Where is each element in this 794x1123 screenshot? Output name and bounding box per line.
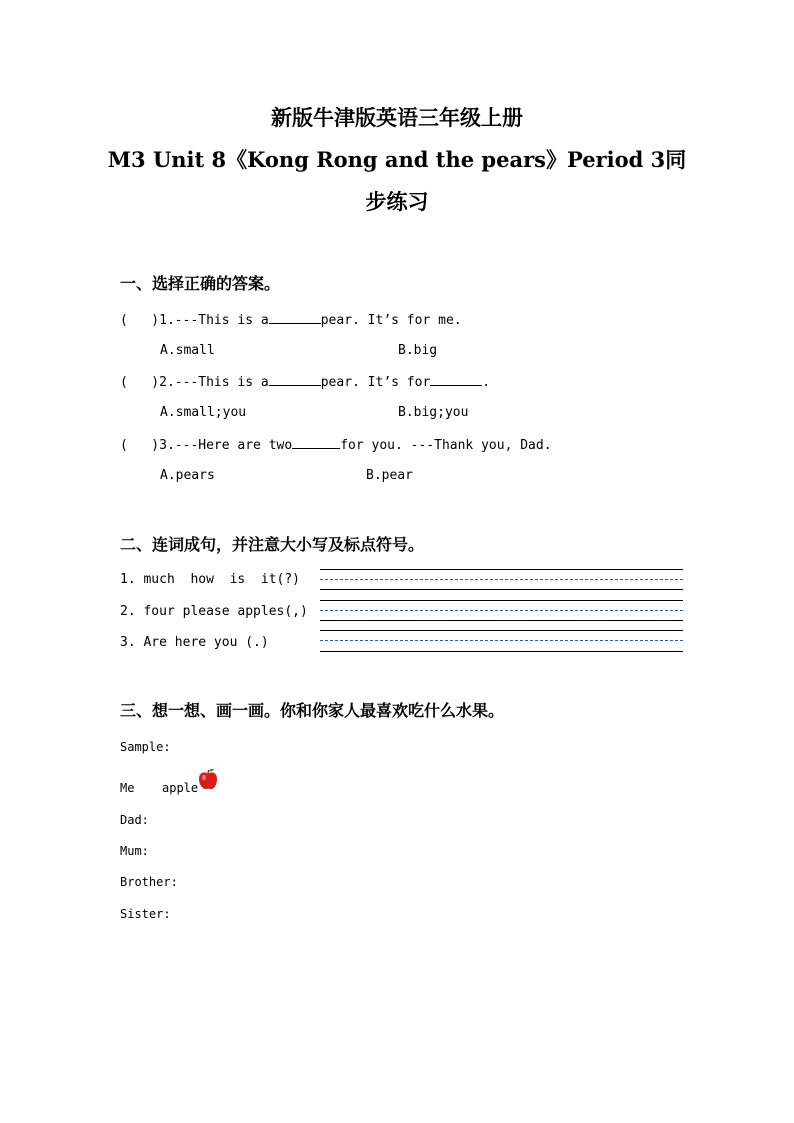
word-order-item-2: 2. four please apples(,) bbox=[120, 604, 308, 619]
writing-guide-line bbox=[320, 579, 683, 580]
section-3-heading: 三、想一想、画一画。你和你家人最喜欢吃什么水果。 bbox=[120, 701, 505, 720]
question-text: 3.---Here are two bbox=[159, 438, 293, 453]
option-b: B.big bbox=[398, 343, 438, 358]
question-3 bbox=[120, 437, 552, 454]
apple-icon bbox=[197, 768, 219, 792]
writing-line[interactable] bbox=[320, 651, 683, 652]
answer-paren[interactable]: ( ) bbox=[120, 313, 160, 328]
blank[interactable] bbox=[430, 374, 482, 386]
writing-line[interactable] bbox=[320, 600, 683, 601]
section-2-heading: 二、连词成句，并注意大小写及标点符号。 bbox=[120, 535, 425, 554]
brother-label: Brother: bbox=[120, 875, 178, 889]
option-b: B.pear bbox=[366, 468, 413, 483]
answer-paren[interactable]: ( ) bbox=[120, 438, 160, 453]
option-a: A.small bbox=[160, 343, 215, 358]
writing-guide-line bbox=[320, 610, 683, 611]
question-text: pear. It’s for bbox=[320, 375, 431, 390]
me-label: Me bbox=[120, 781, 135, 795]
dad-label: Dad: bbox=[120, 813, 149, 827]
mum-label: Mum: bbox=[120, 844, 149, 858]
writing-line[interactable] bbox=[320, 620, 683, 621]
question-1 bbox=[120, 312, 462, 329]
sample-label: Sample: bbox=[120, 740, 171, 754]
option-b: B.big;you bbox=[398, 405, 469, 420]
word-order-item-1: 1. much how is it(?) bbox=[120, 572, 301, 587]
question-text: 1.---This is a bbox=[159, 313, 269, 328]
section-1-heading: 一、选择正确的答案。 bbox=[120, 274, 281, 293]
writing-line[interactable] bbox=[320, 630, 683, 631]
title-line-1: 新版牛津版英语三年级上册 bbox=[271, 105, 523, 130]
writing-line[interactable] bbox=[320, 569, 683, 570]
blank[interactable] bbox=[269, 374, 321, 386]
title-line-2: M3 Unit 8《Kong Rong and the pears》Period 3同 bbox=[107, 147, 687, 172]
writing-line[interactable] bbox=[320, 589, 683, 590]
word-order-item-3: 3. Are here you (.) bbox=[120, 635, 269, 650]
title-line-3: 步练习 bbox=[365, 189, 429, 214]
question-text: pear. It’s for me. bbox=[320, 313, 462, 328]
option-a: A.small;you bbox=[160, 405, 247, 420]
question-text: for you. ---Thank you, Dad. bbox=[340, 438, 552, 453]
apple-label: apple bbox=[162, 781, 199, 795]
answer-paren[interactable]: ( ) bbox=[120, 375, 160, 390]
question-2 bbox=[120, 374, 490, 391]
option-a: A.pears bbox=[160, 468, 215, 483]
blank[interactable] bbox=[269, 312, 321, 324]
question-text: 2.---This is a bbox=[159, 375, 269, 390]
sister-label: Sister: bbox=[120, 907, 171, 921]
writing-guide-line bbox=[320, 640, 683, 641]
blank[interactable] bbox=[292, 437, 340, 449]
question-text: . bbox=[482, 375, 491, 390]
